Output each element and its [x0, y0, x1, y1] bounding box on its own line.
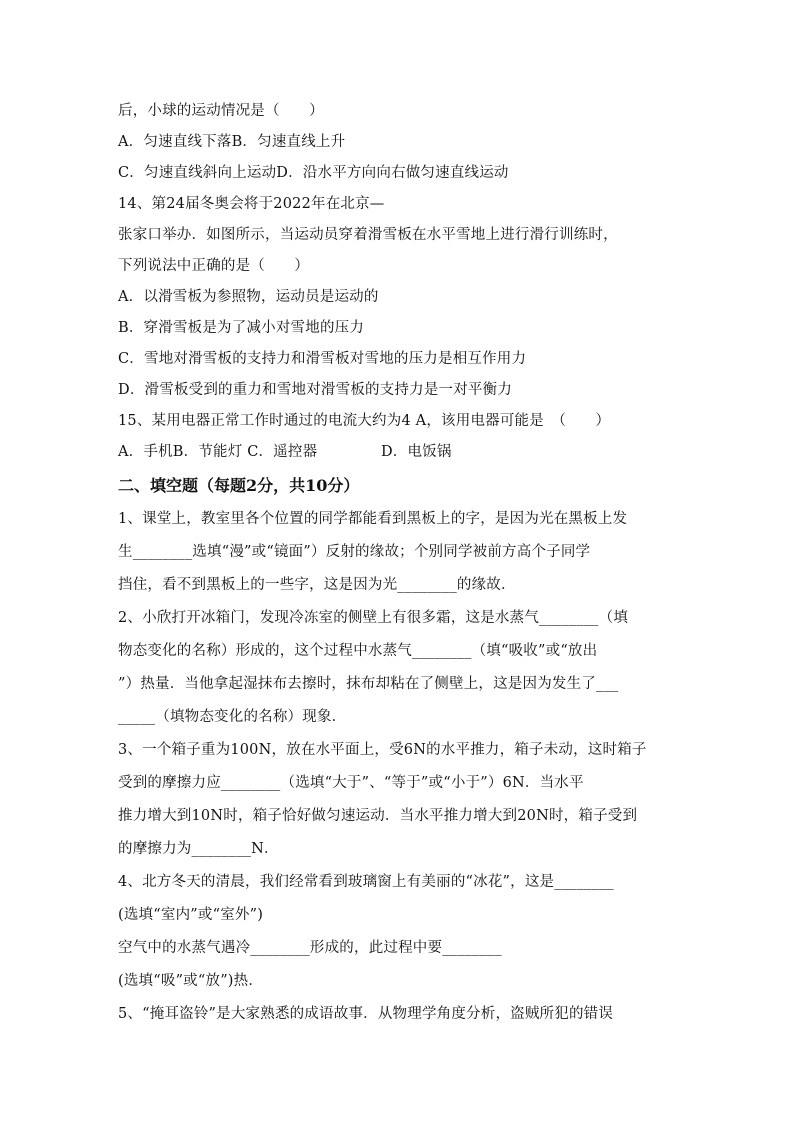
- q14-option-b: B．穿滑雪板是为了减小对雪地的压力: [118, 320, 365, 336]
- exam-page: [118, 96, 678, 1032]
- q15-stem: 15、某用电器正常工作时通过的电流大约为4 A，该用电器可能是 （ ）: [118, 413, 611, 429]
- section-heading-fill-in: 二、填空题（每题2分，共10分）: [118, 476, 360, 495]
- q14-stem-line-1: 14、第24届冬奥会将于2022年在北京—: [118, 196, 385, 212]
- fill-q4-line-4: (选填“吸”或“放”)热．: [118, 973, 264, 989]
- fill-q4-line-3: 空气中的水蒸气遇冷________形成的，此过程中要________: [118, 940, 502, 956]
- fill-q2-line-1: 2、小欣打开冰箱门，发现冷冻室的侧壁上有很多霜，这是水蒸气________（填: [118, 610, 629, 626]
- fill-q1-line-2: 生________选填“漫”或“镜面”）反射的缘故；个别同学被前方高个子同学: [118, 544, 591, 560]
- q13-options-cd: C．匀速直线斜向上运动D．沿水平方向向右做匀速直线运动: [118, 165, 509, 181]
- fill-q3-line-3: 推力增大到10N时，箱子恰好做匀速运动．当水平推力增大到20N时，箱子受到: [118, 808, 638, 824]
- fill-q5-line-1: 5、“掩耳盗铃”是大家熟悉的成语故事．从物理学角度分析，盗贼所犯的错误: [118, 1006, 614, 1022]
- q14-option-a: A．以滑雪板为参照物，运动员是运动的: [118, 289, 379, 305]
- fill-q1-line-1: 1、课堂上，教室里各个位置的同学都能看到黑板上的字，是因为光在黑板上发: [118, 511, 628, 527]
- fill-q3-line-1: 3、一个箱子重为100N，放在水平面上，受6N的水平推力，箱子未动，这时箱子: [118, 742, 647, 758]
- q14-option-c: C．雪地对滑雪板的支持力和滑雪板对雪地的压力是相互作用力: [118, 351, 527, 367]
- q13-stem-end: 后，小球的运动情况是（ ）: [118, 103, 324, 119]
- q15-options: A．手机B．节能灯 C．遥控器 D．电饭锅: [118, 444, 452, 460]
- fill-q2-line-2: 物态变化的名称）形成的，这个过程中水蒸气________（填“吸收”或“放出: [118, 643, 598, 659]
- q14-option-d: D．滑雪板受到的重力和雪地对滑雪板的支持力是一对平衡力: [118, 382, 513, 398]
- fill-q3-line-4: 的摩擦力为________N．: [118, 841, 279, 857]
- fill-q2-line-3: ”）热量．当他拿起湿抹布去擦时，抹布却粘在了侧壁上，这是因为发生了___: [118, 676, 619, 692]
- q14-stem-line-2: 张家口举办．如图所示，当运动员穿着滑雪板在水平雪地上进行滑行训练时，: [118, 227, 618, 243]
- fill-q1-line-3: 挡住，看不到黑板上的一些字，这是因为光________的缘故．: [118, 577, 516, 593]
- fill-q4-line-1: 4、北方冬天的清晨，我们经常看到玻璃窗上有美丽的“冰花”，这是________: [118, 874, 614, 890]
- fill-q2-line-4: _____（填物态变化的名称）现象．: [118, 709, 347, 725]
- fill-q4-line-2: (选填“室内”或“室外”): [118, 907, 264, 923]
- q14-stem-line-3: 下列说法中正确的是（ ）: [118, 258, 310, 274]
- q13-options-ab: A．匀速直线下落B．匀速直线上升: [118, 134, 346, 150]
- fill-q3-line-2: 受到的摩擦力应________（选填“大于”、“等于”或“小于”）6N．当水平: [118, 775, 584, 791]
